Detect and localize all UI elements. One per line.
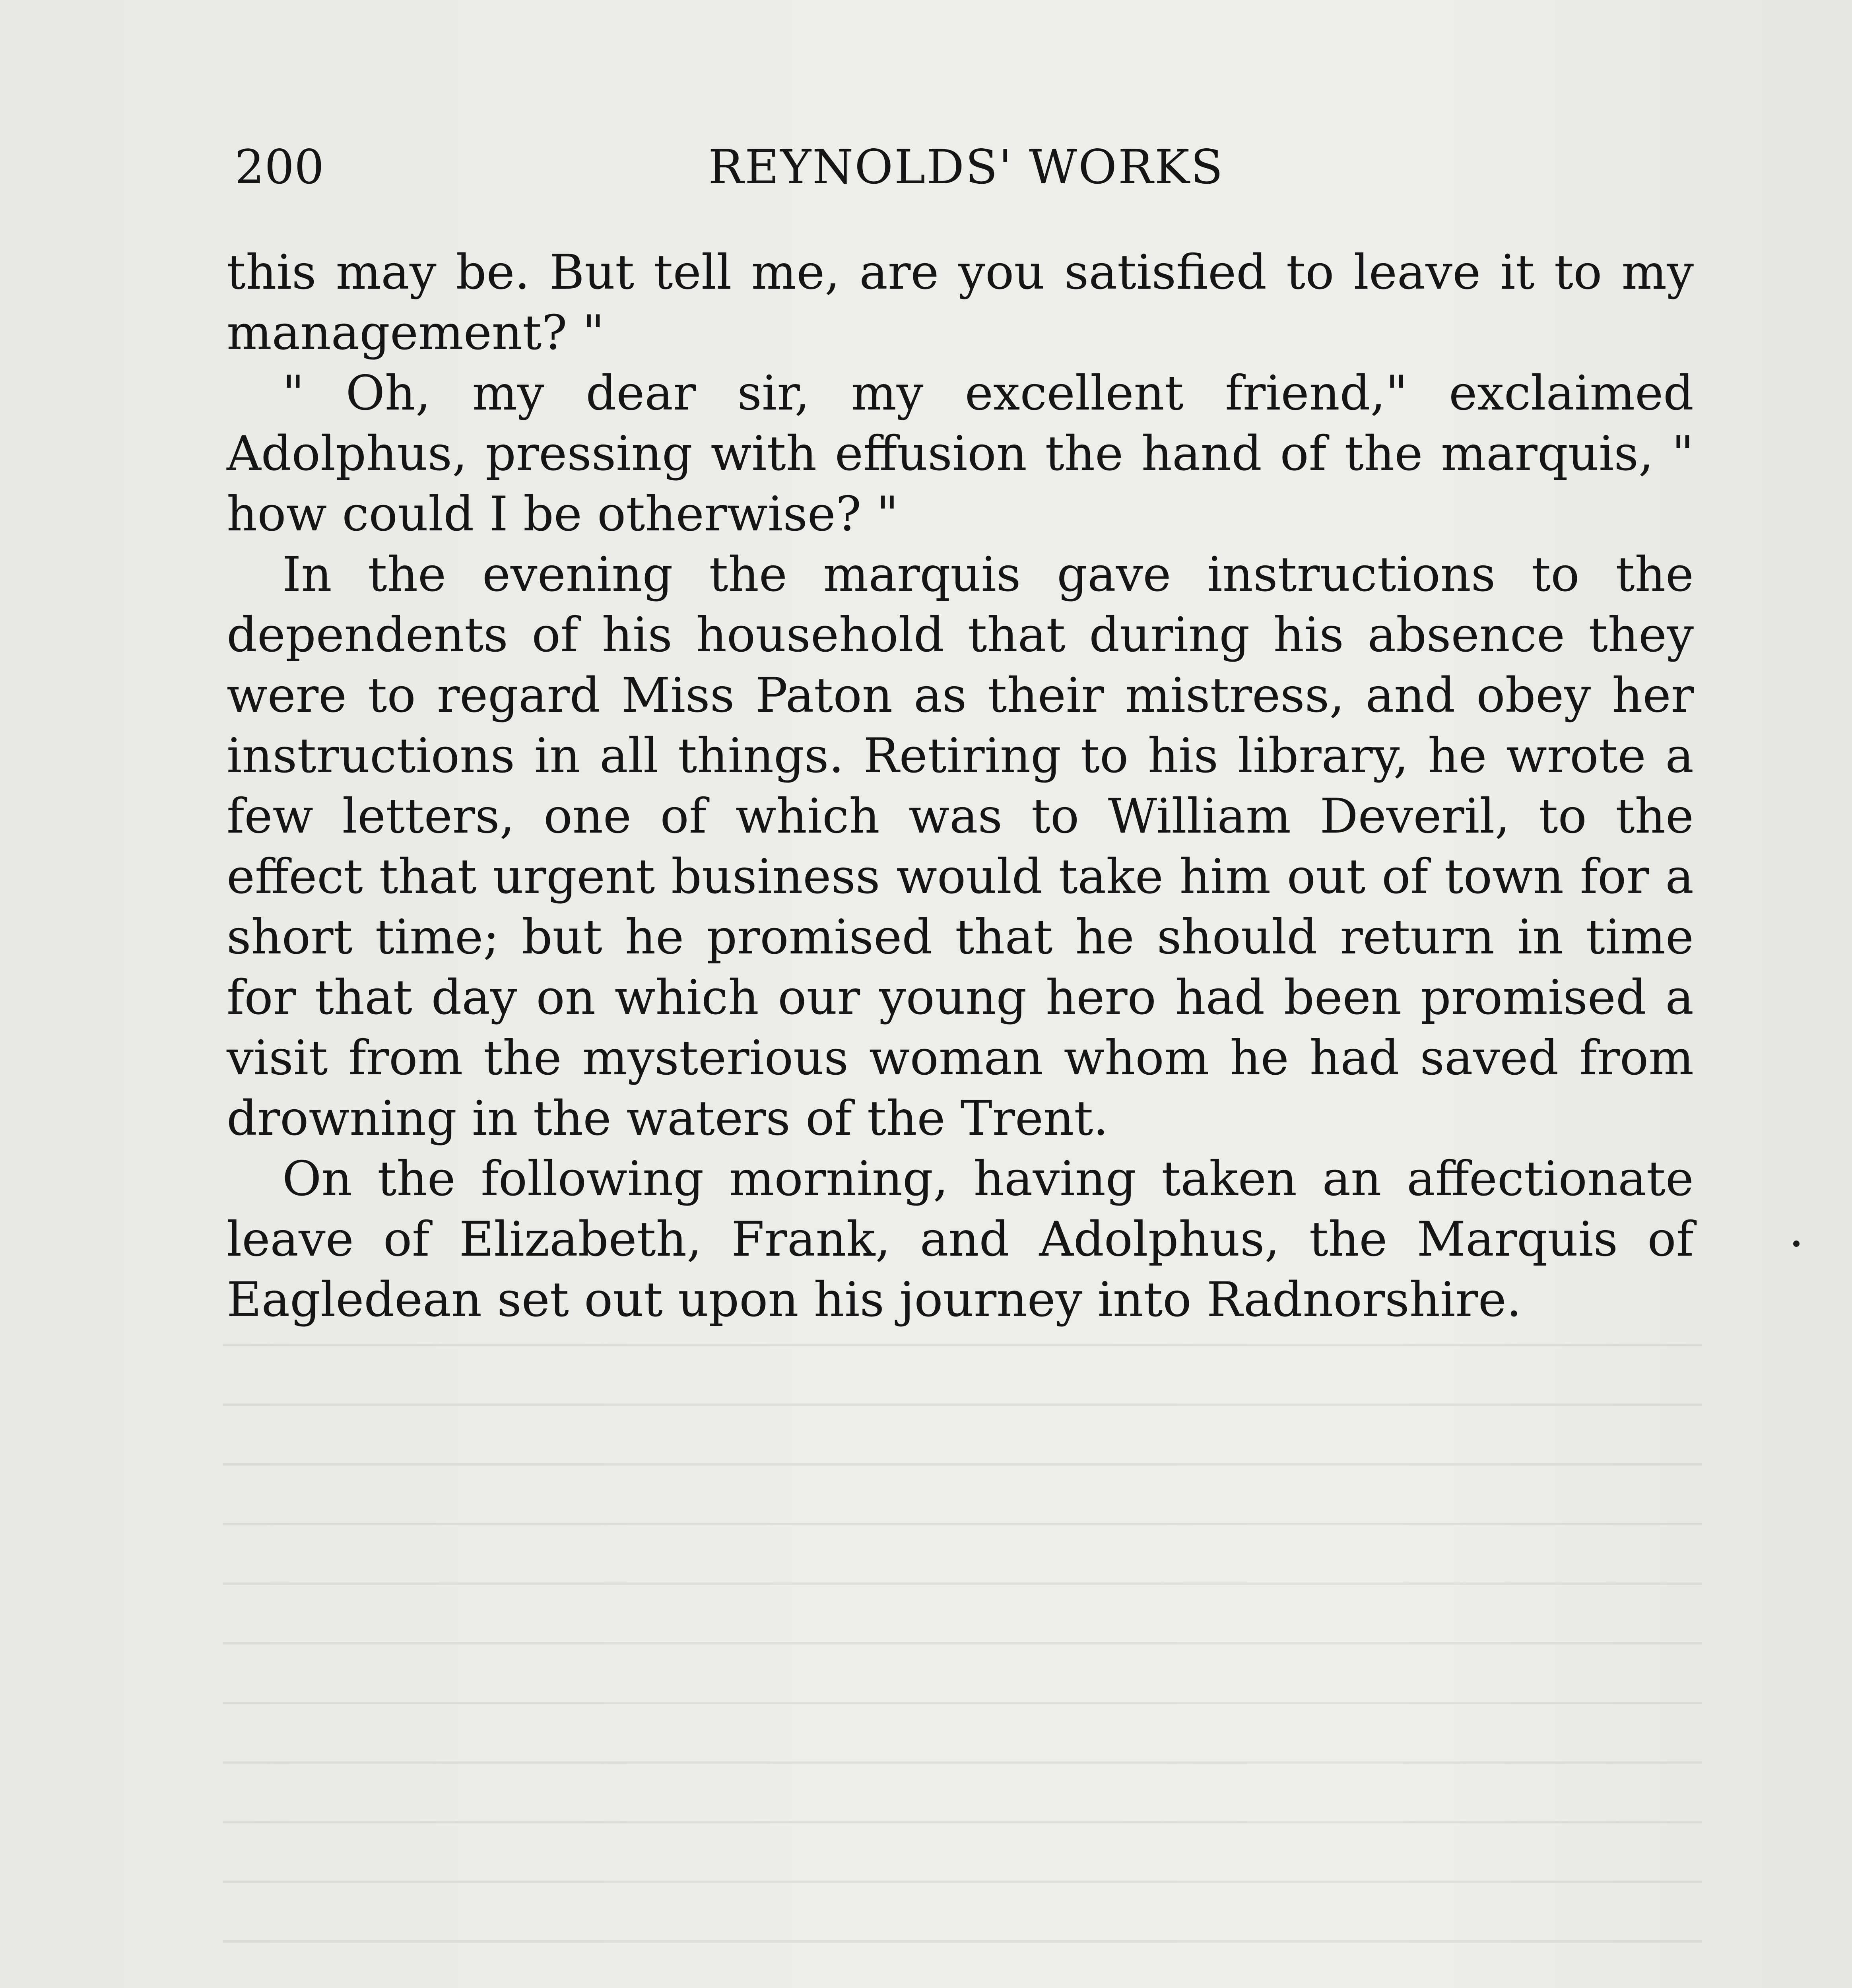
body-text: [227, 243, 1694, 1330]
paragraph-continuation: this may be. But tell me, are you satisfied to leave it to my management? ": [227, 245, 1694, 361]
paragraph-departure: On the following morning, having taken an affectionate leave of Elizabeth, Frank, and Adolphus, the Marquis of Eagledean set out upon his journey into Radnorshire.: [227, 1151, 1694, 1328]
show-through-texture: [223, 1344, 1702, 1988]
page-number: 200: [235, 140, 324, 194]
paragraph-evening-instructions: In the evening the marquis gave instructions to the dependents of his household that during his absence they were to regard Miss Paton as their mistress, and obey her instructions in all things. Retiring to his library, he wrote a few letters, one of which was to William Deveril, to the effect that urgent business would take him out of town for a short time; but he promised that he should return in time for that day on which our young hero had been promised a visit from the mysterious woman whom he had saved from drowning in the waters of the Trent.: [227, 547, 1694, 1146]
paragraph-adolphus-reply: " Oh, my dear sir, my excellent friend," exclaimed Adolphus, pressing with effusion the hand of the marquis, " how could I be otherwise? ": [227, 366, 1694, 542]
ink-speck-small: [1793, 1241, 1800, 1247]
page-header: [235, 135, 1698, 199]
running-title: REYNOLDS' WORKS: [708, 140, 1224, 194]
